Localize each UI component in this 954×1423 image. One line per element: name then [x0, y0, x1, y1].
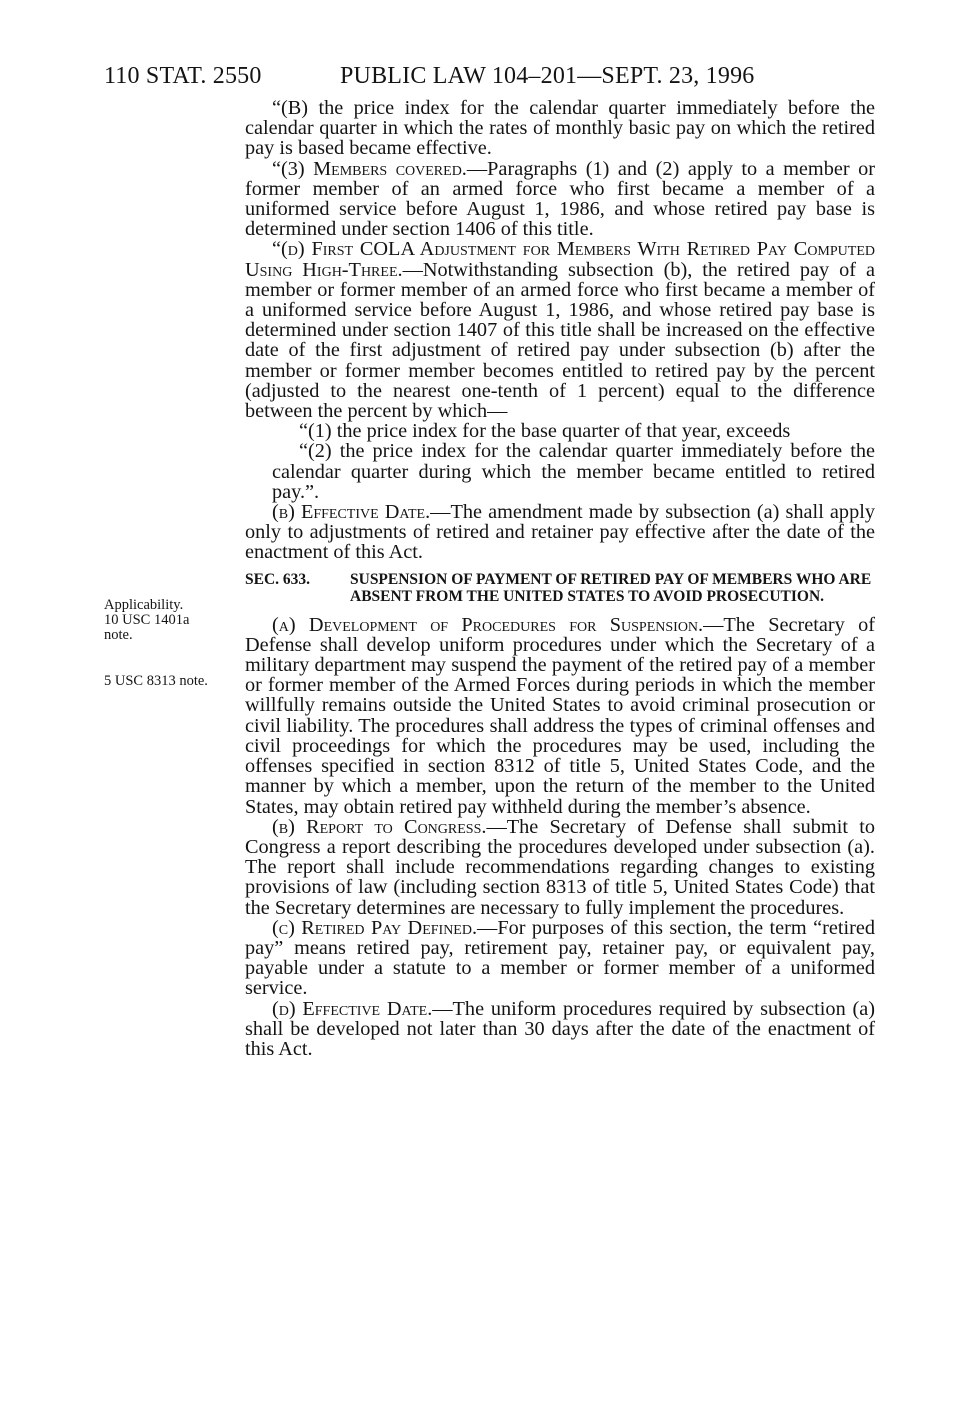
- public-law-header: PUBLIC LAW 104–201—SEPT. 23, 1996: [340, 63, 755, 89]
- paragraph-heading: (a) Development of Procedures for Suspension.: [272, 613, 704, 636]
- paragraph-text: —The Secretary of Defense shall submit to Congress a report describing the procedures developed under subsection (a). The report shall include recommendations regarding changes to existing provisions of law (including section 8313 of title 5, United States Code) that the Secretary determines are necessary to fully implement the procedures.: [245, 815, 876, 919]
- paragraph-first-cola: [245, 239, 875, 421]
- paragraph-text: —The Secretary of Defense shall develop uniform procedures under which the Secretary of a military department may suspend the payment of the retired pay of a member or former member of the Armed Forces during periods in which the member willfully remains outside the United States to avoid criminal prosecution or civil liability. The procedures shall address the types of criminal offenses and civil proceedings for which the procedures may be used, including the offenses specified in section 8312 of title 5, United States Code, and the manner by which a member, upon the return of the member to the United States, may obtain retired pay withheld during the member’s absence.: [245, 613, 875, 818]
- paragraph-report-to-congress: [245, 817, 875, 918]
- section-title: SUSPENSION OF PAYMENT OF RETIRED PAY OF MEMBERS WHO ARE ABSENT FROM THE UNITED STATES TO AVOID PROSECUTION.: [350, 570, 872, 605]
- document-body: [245, 98, 875, 1059]
- paragraph-text: —The amendment made by subsection (a) shall apply only to adjustments of retired and retainer pay effective after the date of the enactment of this Act.: [245, 501, 875, 564]
- paragraph-heading: (b) Effective Date.: [272, 501, 431, 524]
- paragraph-effective-date: [245, 502, 875, 563]
- paragraph-members-covered: [245, 159, 875, 240]
- margin-note-section: 5 USC 8313 note.: [104, 673, 208, 689]
- section-heading: [245, 571, 875, 605]
- paragraph-heading: (b) Report to Congress.: [272, 815, 487, 838]
- paragraph-heading: (d) Effective Date.: [272, 997, 433, 1020]
- paragraph-section-effective-date: [245, 999, 875, 1060]
- paragraph-quote-b: “(B) the price index for the calendar quarter immediately before the calendar quarter in which the rates of monthly basic pay on which the retired pay is based became effective.: [245, 97, 875, 160]
- margin-note-applicability: [104, 598, 239, 643]
- paragraph-d2: “(2) the price index for the calendar quarter immediately before the calendar quarter during which the member became entitled to retired pay.”.: [272, 440, 875, 503]
- statute-page-number: 110 STAT. 2550: [104, 63, 262, 89]
- section-number: SEC. 633.: [245, 570, 311, 588]
- paragraph-heading: “(d) First COLA Adjustment for Members With Retired Pay Computed Using High-Three.: [245, 238, 875, 281]
- margin-note-line: Applicability.: [104, 597, 184, 613]
- paragraph-retired-pay-defined: [245, 918, 875, 999]
- margin-note-line: note.: [104, 627, 133, 643]
- paragraph-text: —Paragraphs (1) and (2) apply to a member or former member of an armed force who first became a member of a uniformed service before August 1, 1986, and whose retired pay base is determined under section 1406 of this title.: [245, 157, 875, 241]
- paragraph-development-of-procedures: [245, 615, 875, 817]
- paragraph-text: —Notwithstanding subsection (b), the retired pay of a member or former member of an armed force who first became a member of a uniformed service before August 1, 1986, and whose retired pay base is determined under section 1407 of this title shall be increased on the effective date of the first adjustment of retired pay under subsection (b) after the member or former member becomes entitled to retired pay by the percent (adjusted to the nearest one-tenth of 1 percent) equal to the difference between the percent by which—: [245, 258, 875, 423]
- paragraph-heading: (c) Retired Pay Defined.: [272, 916, 478, 939]
- margin-note-line: 10 USC 1401a: [104, 612, 190, 628]
- paragraph-heading: “(3) Members covered.: [272, 157, 467, 180]
- paragraph-text: —The uniform procedures required by subsection (a) shall be developed not later than 30 days after the date of the enactment of this Act.: [245, 997, 875, 1060]
- paragraph-text: —For purposes of this section, the term “retired pay” means retired pay, retirement pay, retainer pay, or equivalent pay, payable under a statute to a member or former member of a uniformed service.: [245, 916, 875, 1000]
- paragraph-d1: “(1) the price index for the base quarter of that year, exceeds: [299, 420, 791, 443]
